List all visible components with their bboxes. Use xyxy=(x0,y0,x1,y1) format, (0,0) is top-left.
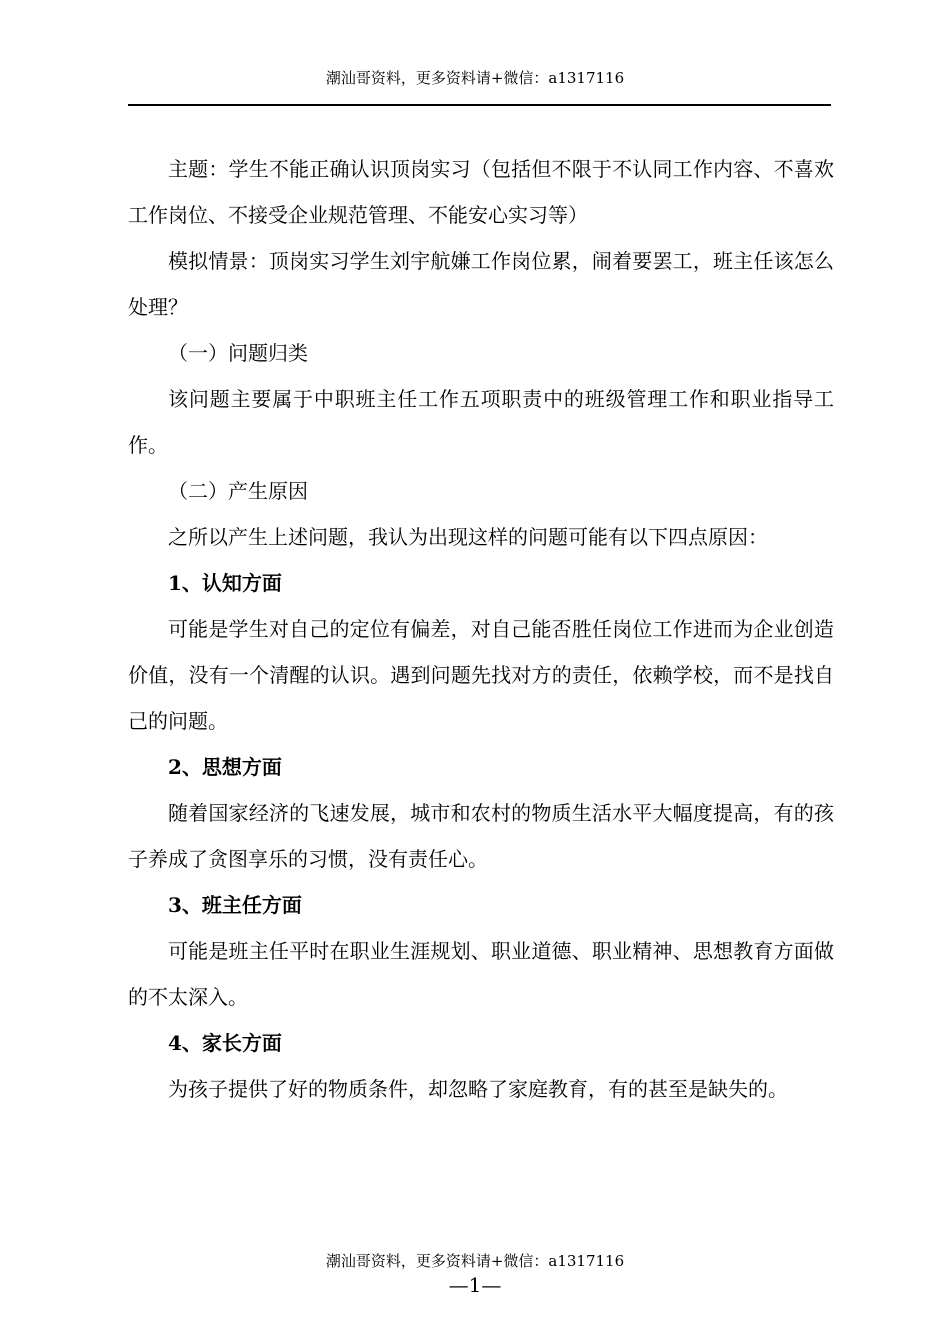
scenario-paragraph: 模拟情景：顶岗实习学生刘宇航嫌工作岗位累，闹着要罢工，班主任该怎么处理？ xyxy=(128,249,834,319)
page-number: —1— xyxy=(448,1273,502,1297)
cause-paragraph-teacher: 可能是班主任平时在职业生涯规划、职业道德、职业精神、思想教育方面做的不太深入。 xyxy=(128,939,834,1009)
page-footer-text: 潮汕哥资料，更多资料请+微信：a1317116 xyxy=(325,1252,625,1270)
section-title-classification: （一）问题归类 xyxy=(168,341,308,365)
page-header-text: 潮汕哥资料，更多资料请+微信：a1317116 xyxy=(325,69,625,87)
document-body xyxy=(128,146,834,1112)
cause-paragraph-cognition: 可能是学生对自己的定位有偏差，对自己能否胜任岗位工作进而为企业创造价值，没有一个清醒的认识。遇到问题先找对方的责任，依赖学校，而不是找自己的问题。 xyxy=(128,617,834,733)
classification-paragraph: 该问题主要属于中职班主任工作五项职责中的班级管理工作和职业指导工作。 xyxy=(128,387,834,457)
cause-paragraph-thinking: 随着国家经济的飞速发展，城市和农村的物质生活水平大幅度提高，有的孩子养成了贪图享乐的习惯，没有责任心。 xyxy=(128,801,834,871)
causes-intro-paragraph: 之所以产生上述问题，我认为出现这样的问题可能有以下四点原因： xyxy=(168,525,768,549)
cause-heading-cognition: 1、认知方面 xyxy=(168,571,282,595)
header-divider xyxy=(128,104,831,106)
cause-paragraph-parents: 为孩子提供了好的物质条件，却忽略了家庭教育，有的甚至是缺失的。 xyxy=(168,1077,788,1101)
cause-heading-teacher: 3、班主任方面 xyxy=(168,893,302,917)
cause-heading-thinking: 2、思想方面 xyxy=(168,755,282,779)
topic-paragraph: 主题：学生不能正确认识顶岗实习（包括但不限于不认同工作内容、不喜欢工作岗位、不接受企业规范管理、不能安心实习等） xyxy=(128,157,834,227)
cause-heading-parents: 4、家长方面 xyxy=(168,1031,282,1055)
section-title-causes: （二）产生原因 xyxy=(168,479,308,503)
